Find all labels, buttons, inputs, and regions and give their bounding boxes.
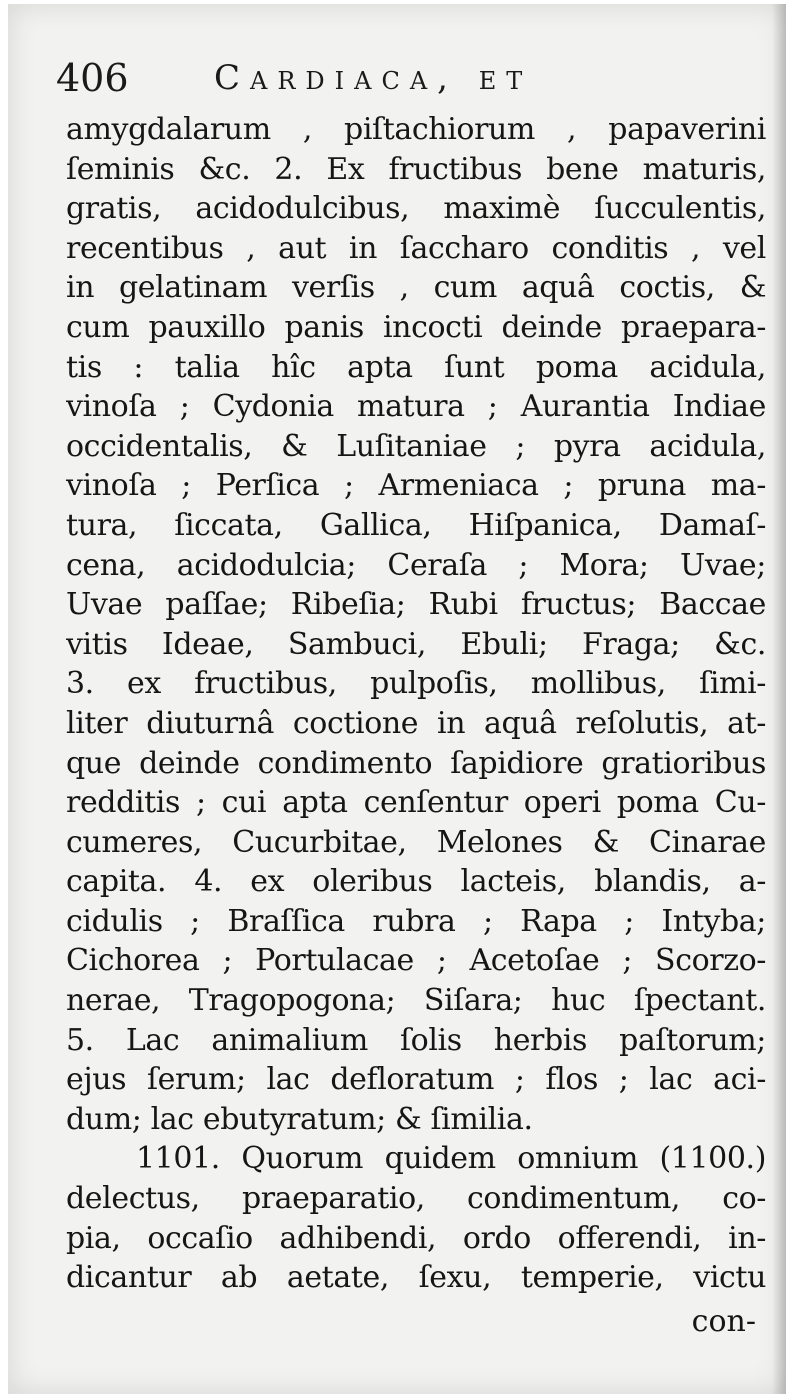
- text-line: cum pauxillo panis incocti deinde praepara-: [66, 309, 766, 345]
- text-line: ejus ſerum; lac defloratum ; flos ; lac aci-: [66, 1062, 766, 1098]
- text-line: capita. 4. ex oleribus lacteis, blandis, a-: [66, 864, 766, 900]
- text-line: gratis, acidodulcibus, maximè ſucculentis,: [66, 191, 766, 227]
- text-line: tis : talia hîc apta ſunt poma acidula,: [66, 349, 766, 385]
- text-line: recentibus , aut in ſaccharo conditis , vel: [66, 230, 766, 266]
- book-page: [8, 4, 786, 1394]
- page-number: 406: [56, 56, 129, 100]
- text-line: redditis ; cui apta cenſentur operi poma Cu-: [66, 785, 766, 821]
- text-line: delectus, praeparatio, condimentum, co-: [66, 1181, 766, 1217]
- text-line: vitis Ideae, Sambuci, Ebuli; Fraga; &c.: [66, 626, 766, 662]
- text-line: occidentalis, & Luſitaniae ; pyra acidula,: [66, 428, 766, 464]
- catchword: con-: [691, 1304, 756, 1339]
- body-text: [66, 110, 766, 1298]
- text-line: Uvae paſſae; Ribeſia; Rubi fructus; Baccae: [66, 587, 766, 623]
- text-line: dum; lac ebutyratum; & ſimilia.: [66, 1101, 533, 1137]
- text-line: cena, acidodulcia; Ceraſa ; Mora; Uvae;: [66, 547, 766, 583]
- text-line: vinoſa ; Cydonia matura ; Aurantia Indiae: [66, 389, 766, 425]
- text-line: pia, occaſio adhibendi, ordo offerendi, in-: [66, 1220, 766, 1256]
- text-line: tura, ſiccata, Gallica, Hiſpanica, Damaſ-: [66, 507, 766, 543]
- text-line: cidulis ; Braſſica rubra ; Rapa ; Intyba;: [66, 903, 766, 939]
- paragraph-start-line: 1101. Quorum quidem omnium (1100.): [136, 1141, 766, 1177]
- running-head: Cardiaca, et: [214, 58, 533, 98]
- text-line: 3. ex fructibus, pulpoſis, mollibus, ſimi-: [66, 666, 766, 702]
- text-line: cumeres, Cucurbitae, Melones & Cinarae: [66, 824, 766, 860]
- text-line: 5. Lac animalium ſolis herbis paſtorum;: [66, 1022, 766, 1058]
- text-line: nerae, Tragopogona; Siſara; huc ſpectant.: [66, 983, 766, 1019]
- text-line: Cichorea ; Portulacae ; Acetoſae ; Scorzo-: [66, 943, 766, 979]
- text-line: amygdalarum , piſtachiorum , papaverini: [66, 112, 766, 147]
- page-header: [56, 48, 756, 108]
- text-line: in gelatinam verſis , cum aquâ coctis, &: [66, 270, 766, 306]
- text-line: ſeminis &c. 2. Ex fructibus bene maturis,: [66, 151, 766, 187]
- text-line: liter diuturnâ coctione in aquâ reſolutis, at-: [66, 705, 766, 741]
- text-line: dicantur ab aetate, ſexu, temperie, victu: [66, 1260, 766, 1296]
- text-line: que deinde condimento ſapidiore gratioribus: [66, 745, 766, 781]
- text-line: vinoſa ; Perſica ; Armeniaca ; pruna ma-: [66, 468, 766, 504]
